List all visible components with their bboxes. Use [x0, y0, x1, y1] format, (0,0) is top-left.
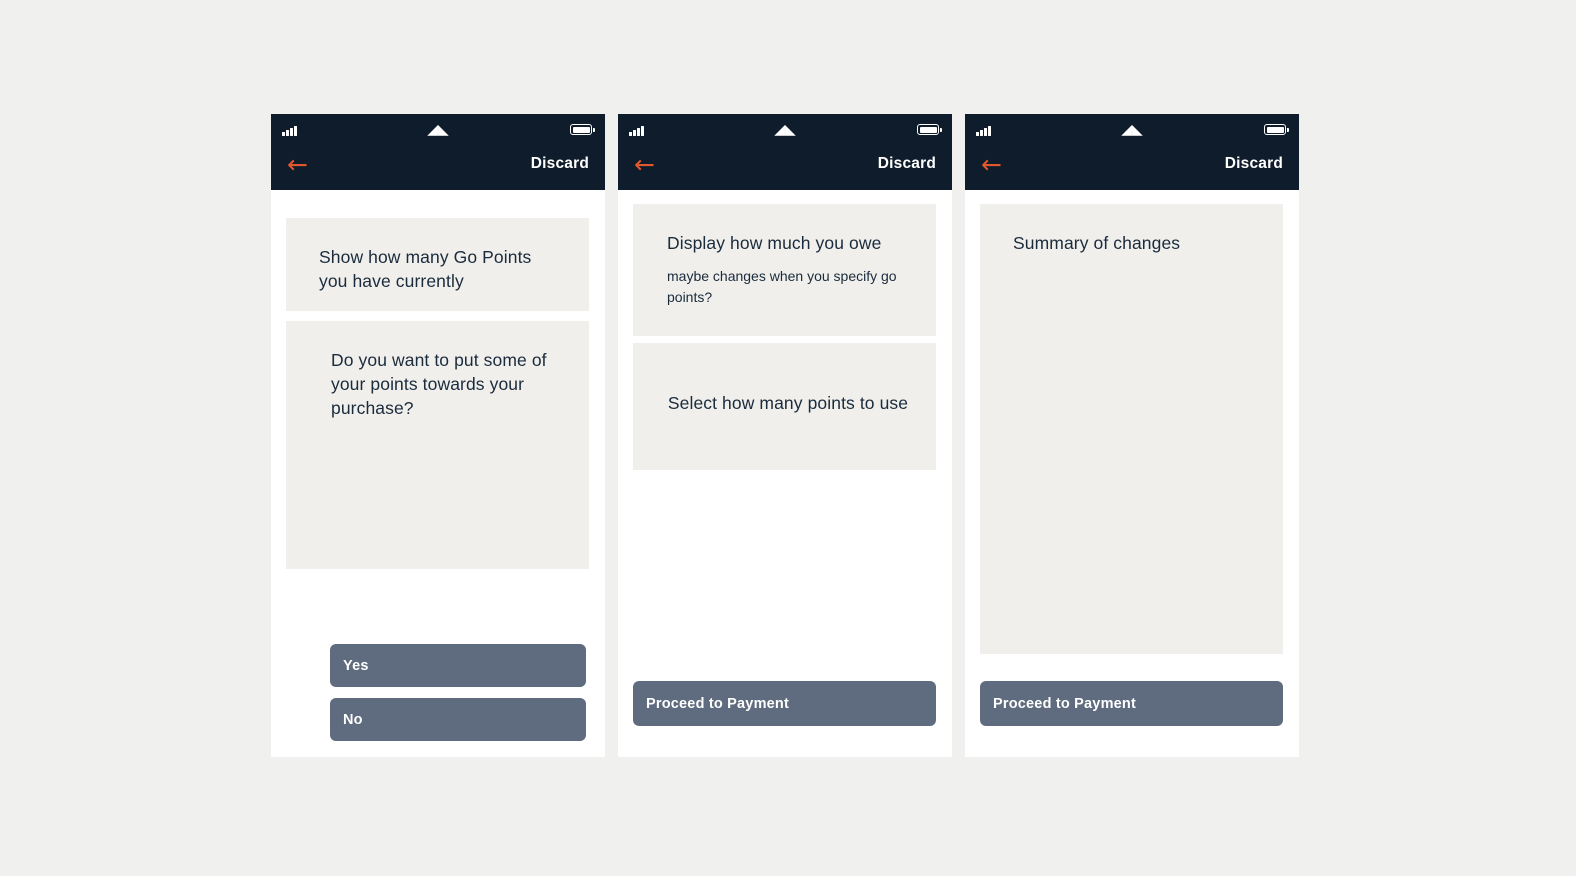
status-bar — [965, 114, 1299, 190]
discard-button[interactable]: Discard — [530, 155, 589, 172]
status-bar — [618, 114, 952, 190]
status-bar — [271, 114, 605, 190]
wifi-icon: ◢◣ — [1121, 121, 1143, 137]
wifi-icon: ◢◣ — [774, 121, 796, 137]
use-points-question: Do you want to put some of your points towards your purchase? — [331, 350, 547, 418]
proceed-to-payment-button[interactable]: Proceed to Payment — [633, 681, 936, 726]
select-points-card[interactable] — [633, 343, 936, 470]
back-arrow-icon[interactable]: ← — [981, 150, 1002, 179]
discard-button[interactable]: Discard — [877, 155, 936, 172]
battery-full-icon — [1264, 124, 1286, 135]
use-points-prompt-card — [286, 321, 589, 728]
wifi-icon: ◢◣ — [427, 121, 449, 137]
select-points-title: Select how many points to use — [667, 393, 909, 413]
screen-go-points-balance — [271, 114, 605, 757]
back-arrow-icon[interactable]: ← — [634, 150, 655, 179]
discard-button[interactable]: Discard — [1224, 155, 1283, 172]
amount-owed-note: maybe changes when you specify go points? — [667, 268, 897, 305]
amount-owed-title: Display how much you owe — [667, 233, 882, 253]
summary-card — [980, 204, 1283, 654]
summary-title: Summary of changes — [1013, 233, 1181, 253]
battery-full-icon — [570, 124, 592, 135]
battery-full-icon — [917, 124, 939, 135]
points-balance-card — [286, 218, 589, 311]
no-button[interactable]: No — [330, 698, 586, 741]
proceed-to-payment-button[interactable]: Proceed to Payment — [980, 681, 1283, 726]
amount-owed-card — [633, 204, 936, 336]
back-arrow-icon[interactable]: ← — [287, 150, 308, 179]
screen-summary — [965, 114, 1299, 757]
yes-button[interactable]: Yes — [330, 644, 586, 687]
screen-amount-owed — [618, 114, 952, 757]
points-balance-title: Show how many Go Points you have currently — [319, 247, 532, 291]
